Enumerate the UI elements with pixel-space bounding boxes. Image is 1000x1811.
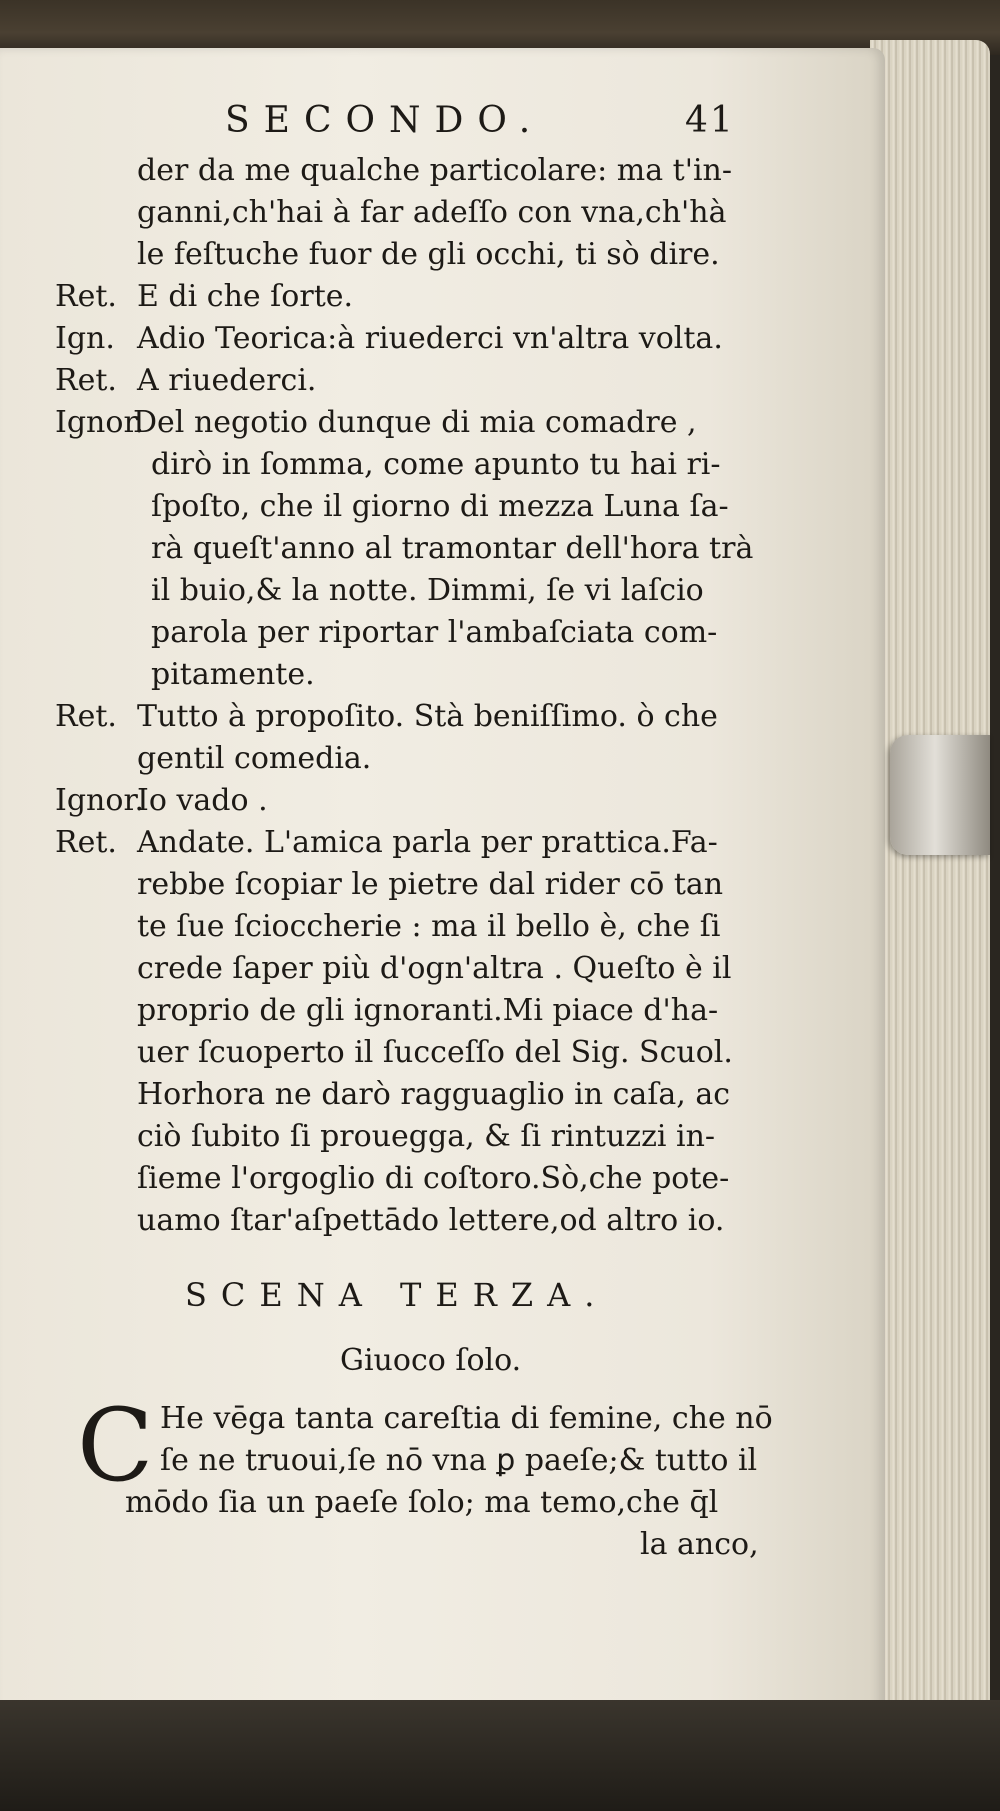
dialogue-line [55, 1116, 835, 1158]
dialogue-text: ganni,ch'hai à far adeſſo con vna,ch'hà [137, 195, 727, 230]
dialogue-line [55, 864, 835, 906]
dialogue-text: dirò in ſomma, come apunto tu hai ri- [151, 447, 721, 482]
speaker-label: Ret. [55, 699, 117, 734]
dialogue-text: pitamente. [151, 657, 315, 692]
speaker-label: Ign. [55, 321, 115, 356]
paragraph-line [55, 1440, 835, 1482]
dialogue-line [55, 402, 835, 444]
page-text [55, 100, 835, 1566]
scene-heading [55, 1260, 835, 1330]
dialogue-line [55, 1158, 835, 1200]
dialogue-text: Horhora ne darò ragguaglio in caſa, ac [137, 1077, 731, 1112]
dialogue-line [55, 360, 835, 402]
dialogue-text: Tutto à propoſito. Stà beniſſimo. ò che [137, 699, 718, 734]
dialogue-text: le feſtuche fuor de gli occhi, ti sò dire. [137, 237, 720, 272]
dialogue-line [55, 1032, 835, 1074]
speaker-label: Ignor. [55, 783, 145, 818]
speaker-label: Ret. [55, 363, 117, 398]
dialogue-line [55, 738, 835, 780]
speaker-label: Ignor. [55, 405, 145, 440]
dialogue-text: Io vado . [137, 783, 268, 818]
dialogue-text: E di che ſorte. [137, 279, 354, 314]
paragraph-line-text: mōdo ſia un paeſe ſolo; ma temo,che q̄l [125, 1485, 719, 1520]
dialogue-text: ſpoſto, che il giorno di mezza Luna ſa- [151, 489, 729, 524]
dialogue-text: ſieme l'orgoglio di coſtoro.Sò,che pote- [137, 1161, 730, 1196]
page-number: 41 [685, 100, 735, 141]
dialogue-text: rebbe ſcopiar le pietre dal rider cō tan [137, 867, 724, 902]
cast-line: Giuoco ſolo. [340, 1343, 522, 1378]
paragraph-line [55, 1482, 835, 1524]
dialogue-text: Adio Teorica:à riuederci vn'altra volta. [137, 321, 723, 356]
dialogue-line [55, 612, 835, 654]
dialogue-text: proprio de gli ignoranti.Mi piace d'ha- [137, 993, 719, 1028]
dialogue-line [55, 318, 835, 360]
running-header [55, 100, 835, 150]
dialogue-text: rà queſt'anno al tramontar dell'hora trà [151, 531, 754, 566]
dialogue-line [55, 906, 835, 948]
catchword: la anco, [640, 1527, 759, 1562]
scene-title: SCENA TERZA. [185, 1276, 609, 1314]
dialogue-line [55, 1074, 835, 1116]
book-spine-edge [0, 0, 1000, 55]
page-clip [890, 735, 990, 855]
dialogue-text: te ſue ſcioccherie : ma il bello è, che ſi [137, 909, 721, 944]
dialogue-text: crede ſaper più d'ogn'altra . Queſto è il [137, 951, 732, 986]
dialogue-line [55, 780, 835, 822]
dialogue-line [55, 948, 835, 990]
paragraph-line-text: ſe ne truoui,ſe nō vna ꝑ paeſe;& tutto il [160, 1443, 758, 1478]
paragraph-line-text: He vēga tanta careſtia di femine, che nō [160, 1401, 773, 1436]
dialogue-text: Del negotio dunque di mia comadre , [133, 405, 697, 440]
dialogue-text: A riuederci. [137, 363, 317, 398]
dialogue-line [55, 822, 835, 864]
dialogue-line [55, 276, 835, 318]
dialogue-line [55, 486, 835, 528]
dialogue-text: uamo ſtar'aſpettādo lettere,od altro io. [137, 1203, 725, 1238]
book-bottom-edge [0, 1700, 1000, 1811]
dialogue-line [55, 192, 835, 234]
dialogue-line [55, 444, 835, 486]
speaker-label: Ret. [55, 825, 117, 860]
dialogue-text: ciò ſubito ſi prouegga, & ſi rintuzzi in- [137, 1119, 716, 1154]
page-fore-edge [870, 40, 990, 1730]
running-title: SECONDO. [225, 100, 545, 141]
scene-cast [55, 1330, 835, 1392]
dialogue-text: gentil comedia. [137, 741, 372, 776]
catchword-line [55, 1524, 835, 1566]
dialogue-line [55, 528, 835, 570]
dialogue-line [55, 570, 835, 612]
drop-cap: C [77, 1387, 154, 1504]
dialogue-line [55, 1200, 835, 1242]
dialogue-text: il buio,& la notte. Dimmi, ſe vi laſcio [151, 573, 704, 608]
dialogue-text: parola per riportar l'ambaſciata com- [151, 615, 718, 650]
dialogue-line [55, 990, 835, 1032]
dialogue-line [55, 696, 835, 738]
dialogue-text: Andate. L'amica parla per prattica.Fa- [137, 825, 718, 860]
dialogue-text: uer ſcuoperto il ſucceſſo del Sig. Scuol. [137, 1035, 733, 1070]
dialogue-line [55, 654, 835, 696]
dialogue-text: der da me qualche particolare: ma t'in- [137, 153, 733, 188]
paragraph-line [55, 1398, 835, 1440]
dialogue-line [55, 150, 835, 192]
scene-paragraph [55, 1387, 835, 1524]
dialogue-block [55, 150, 835, 1242]
dialogue-line [55, 234, 835, 276]
speaker-label: Ret. [55, 279, 117, 314]
